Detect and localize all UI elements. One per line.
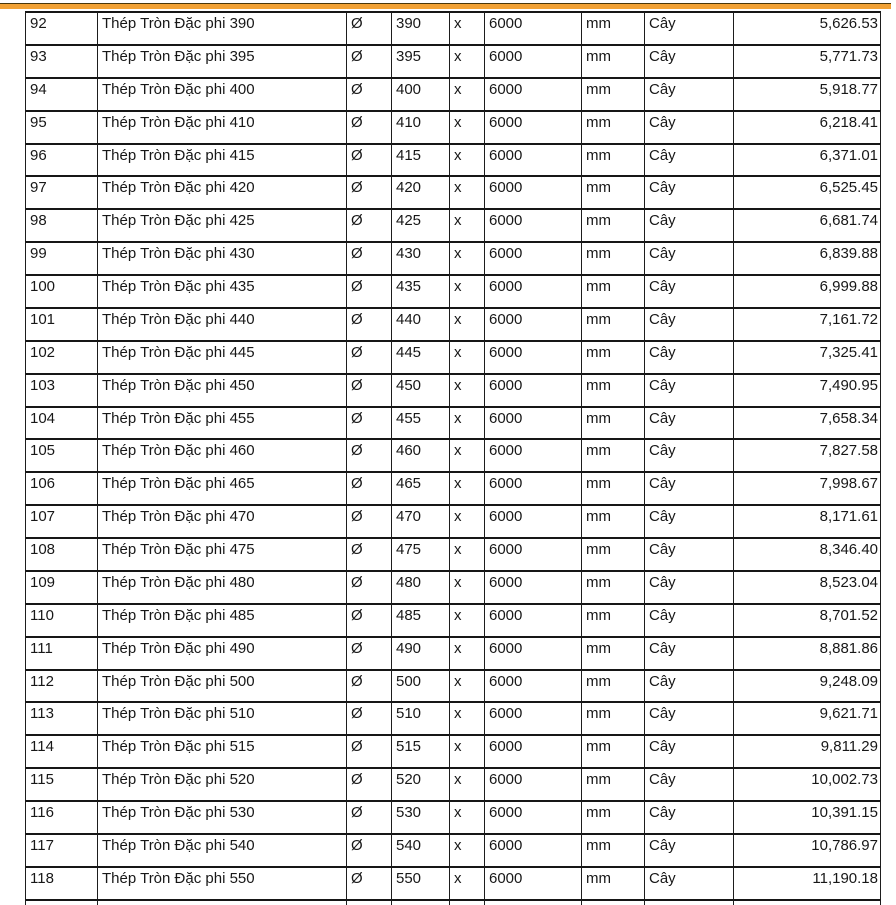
cell-multiplier: x bbox=[449, 701, 484, 734]
cell-diameter-value: 440 bbox=[391, 307, 449, 340]
cell-weight-value: 6,525.45 bbox=[733, 175, 881, 208]
cell-row-number: 98 bbox=[25, 208, 97, 241]
cell-diameter-value: 395 bbox=[391, 44, 449, 77]
cell-multiplier: x bbox=[449, 175, 484, 208]
cell-weight-value: 10,786.97 bbox=[733, 833, 881, 866]
cell-diameter-symbol: Ø bbox=[346, 701, 391, 734]
cell-diameter-symbol: Ø bbox=[346, 373, 391, 406]
cell-weight-value: 8,171.61 bbox=[733, 504, 881, 537]
cell-sale-unit: Cây bbox=[644, 471, 733, 504]
cell-product-name: Thép Tròn Đặc phi 450 bbox=[97, 373, 346, 406]
cell-length-unit: mm bbox=[581, 175, 644, 208]
cell-diameter-value: 390 bbox=[391, 11, 449, 44]
cell-diameter-value: 420 bbox=[391, 175, 449, 208]
cell-weight-value: 7,325.41 bbox=[733, 340, 881, 373]
cell-diameter-symbol: Ø bbox=[346, 143, 391, 176]
cell-row-number: 95 bbox=[25, 110, 97, 143]
cell-row-number: 101 bbox=[25, 307, 97, 340]
cell-row-number: 94 bbox=[25, 77, 97, 110]
cell-length: 6000 bbox=[484, 471, 581, 504]
table-row-partial bbox=[25, 899, 881, 905]
cell-multiplier: x bbox=[449, 833, 484, 866]
cell-weight-value: 6,839.88 bbox=[733, 241, 881, 274]
cell-diameter-symbol: Ø bbox=[346, 241, 391, 274]
cell-length: 6000 bbox=[484, 504, 581, 537]
cell-sale-unit: Cây bbox=[644, 340, 733, 373]
cell-multiplier: x bbox=[449, 471, 484, 504]
cell-length-unit: mm bbox=[581, 669, 644, 702]
cell-diameter-symbol: Ø bbox=[346, 175, 391, 208]
section-divider-bar bbox=[0, 3, 891, 9]
cell-length-unit: mm bbox=[581, 701, 644, 734]
cell-multiplier: x bbox=[449, 143, 484, 176]
cell-multiplier: x bbox=[449, 208, 484, 241]
table-row bbox=[25, 373, 881, 406]
cell-weight-value bbox=[733, 899, 881, 905]
cell-product-name: Thép Tròn Đặc phi 465 bbox=[97, 471, 346, 504]
cell-length-unit: mm bbox=[581, 241, 644, 274]
table-row bbox=[25, 603, 881, 636]
cell-product-name: Thép Tròn Đặc phi 415 bbox=[97, 143, 346, 176]
cell-row-number: 92 bbox=[25, 11, 97, 44]
cell-sale-unit: Cây bbox=[644, 603, 733, 636]
cell-product-name: Thép Tròn Đặc phi 485 bbox=[97, 603, 346, 636]
cell-row-number: 102 bbox=[25, 340, 97, 373]
cell-weight-value: 11,190.18 bbox=[733, 866, 881, 899]
cell-diameter-symbol: Ø bbox=[346, 44, 391, 77]
cell-product-name: Thép Tròn Đặc phi 520 bbox=[97, 767, 346, 800]
cell-weight-value: 7,998.67 bbox=[733, 471, 881, 504]
cell-row-number: 109 bbox=[25, 570, 97, 603]
cell-weight-value: 6,218.41 bbox=[733, 110, 881, 143]
cell-sale-unit: Cây bbox=[644, 438, 733, 471]
cell-diameter-value: 445 bbox=[391, 340, 449, 373]
table-row bbox=[25, 11, 881, 44]
cell-product-name: Thép Tròn Đặc phi 425 bbox=[97, 208, 346, 241]
cell-product-name: Thép Tròn Đặc phi 475 bbox=[97, 537, 346, 570]
cell-row-number: 110 bbox=[25, 603, 97, 636]
cell-product-name: Thép Tròn Đặc phi 400 bbox=[97, 77, 346, 110]
table-row bbox=[25, 734, 881, 767]
cell-product-name: Thép Tròn Đặc phi 540 bbox=[97, 833, 346, 866]
table-row bbox=[25, 669, 881, 702]
cell-product-name: Thép Tròn Đặc phi 455 bbox=[97, 406, 346, 439]
cell-length: 6000 bbox=[484, 274, 581, 307]
cell-diameter-symbol: Ø bbox=[346, 274, 391, 307]
table-row bbox=[25, 241, 881, 274]
cell-diameter-symbol: Ø bbox=[346, 110, 391, 143]
cell-weight-value: 5,918.77 bbox=[733, 77, 881, 110]
cell-diameter-symbol: Ø bbox=[346, 438, 391, 471]
cell-length: 6000 bbox=[484, 175, 581, 208]
cell-weight-value: 7,658.34 bbox=[733, 406, 881, 439]
cell-sale-unit: Cây bbox=[644, 800, 733, 833]
cell-sale-unit: Cây bbox=[644, 11, 733, 44]
table-row bbox=[25, 143, 881, 176]
cell-length: 6000 bbox=[484, 669, 581, 702]
cell-diameter-symbol: Ø bbox=[346, 307, 391, 340]
cell-sale-unit: Cây bbox=[644, 175, 733, 208]
cell-diameter-value: 410 bbox=[391, 110, 449, 143]
cell-length: 6000 bbox=[484, 340, 581, 373]
cell-diameter-symbol: Ø bbox=[346, 669, 391, 702]
cell-diameter-value: 550 bbox=[391, 866, 449, 899]
table-row bbox=[25, 274, 881, 307]
cell-sale-unit: Cây bbox=[644, 570, 733, 603]
cell-diameter-symbol: Ø bbox=[346, 537, 391, 570]
cell-weight-value: 6,999.88 bbox=[733, 274, 881, 307]
table-row bbox=[25, 800, 881, 833]
cell-multiplier: x bbox=[449, 44, 484, 77]
cell-diameter-value: 415 bbox=[391, 143, 449, 176]
table-row bbox=[25, 471, 881, 504]
cell-diameter-symbol: Ø bbox=[346, 570, 391, 603]
cell-row-number: 106 bbox=[25, 471, 97, 504]
table-row bbox=[25, 44, 881, 77]
table-row bbox=[25, 340, 881, 373]
cell-length: 6000 bbox=[484, 537, 581, 570]
cell-length: 6000 bbox=[484, 636, 581, 669]
cell-length-unit: mm bbox=[581, 77, 644, 110]
cell-row-number: 97 bbox=[25, 175, 97, 208]
cell-row-number: 93 bbox=[25, 44, 97, 77]
cell-length-unit: mm bbox=[581, 767, 644, 800]
cell-sale-unit: Cây bbox=[644, 274, 733, 307]
cell-row-number: 117 bbox=[25, 833, 97, 866]
cell-product-name: Thép Tròn Đặc phi 395 bbox=[97, 44, 346, 77]
cell-length: 6000 bbox=[484, 208, 581, 241]
cell-length-unit: mm bbox=[581, 438, 644, 471]
cell-sale-unit bbox=[644, 899, 733, 905]
table-row bbox=[25, 110, 881, 143]
cell-multiplier: x bbox=[449, 274, 484, 307]
steel-price-table bbox=[25, 11, 881, 905]
cell-row-number: 113 bbox=[25, 701, 97, 734]
cell-row-number: 111 bbox=[25, 636, 97, 669]
table-row bbox=[25, 636, 881, 669]
cell-length-unit: mm bbox=[581, 866, 644, 899]
cell-length-unit: mm bbox=[581, 340, 644, 373]
cell-sale-unit: Cây bbox=[644, 77, 733, 110]
cell-length-unit: mm bbox=[581, 471, 644, 504]
cell-row-number: 105 bbox=[25, 438, 97, 471]
cell-diameter-symbol: Ø bbox=[346, 734, 391, 767]
cell-sale-unit: Cây bbox=[644, 307, 733, 340]
table-row bbox=[25, 208, 881, 241]
cell-weight-value: 9,811.29 bbox=[733, 734, 881, 767]
cell-multiplier: x bbox=[449, 373, 484, 406]
cell-length: 6000 bbox=[484, 866, 581, 899]
cell-diameter-value: 540 bbox=[391, 833, 449, 866]
table-row bbox=[25, 570, 881, 603]
cell-row-number: 115 bbox=[25, 767, 97, 800]
cell-length-unit: mm bbox=[581, 734, 644, 767]
cell-diameter-symbol: Ø bbox=[346, 406, 391, 439]
cell-product-name: Thép Tròn Đặc phi 435 bbox=[97, 274, 346, 307]
table-row bbox=[25, 866, 881, 899]
table-row bbox=[25, 77, 881, 110]
cell-length: 6000 bbox=[484, 701, 581, 734]
cell-diameter-value: 475 bbox=[391, 537, 449, 570]
cell-product-name: Thép Tròn Đặc phi 470 bbox=[97, 504, 346, 537]
cell-product-name: Thép Tròn Đặc phi 420 bbox=[97, 175, 346, 208]
cell-product-name: Thép Tròn Đặc phi 430 bbox=[97, 241, 346, 274]
cell-diameter-value: 435 bbox=[391, 274, 449, 307]
table-row bbox=[25, 537, 881, 570]
cell-weight-value: 9,621.71 bbox=[733, 701, 881, 734]
cell-length-unit: mm bbox=[581, 11, 644, 44]
cell-diameter-symbol: Ø bbox=[346, 471, 391, 504]
cell-diameter-value: 485 bbox=[391, 603, 449, 636]
cell-sale-unit: Cây bbox=[644, 110, 733, 143]
cell-length-unit bbox=[581, 899, 644, 905]
table-row bbox=[25, 406, 881, 439]
cell-sale-unit: Cây bbox=[644, 241, 733, 274]
cell-row-number: 107 bbox=[25, 504, 97, 537]
cell-diameter-symbol: Ø bbox=[346, 504, 391, 537]
cell-sale-unit: Cây bbox=[644, 504, 733, 537]
cell-weight-value: 7,827.58 bbox=[733, 438, 881, 471]
cell-weight-value: 8,701.52 bbox=[733, 603, 881, 636]
cell-row-number: 104 bbox=[25, 406, 97, 439]
cell-length-unit: mm bbox=[581, 406, 644, 439]
cell-sale-unit: Cây bbox=[644, 406, 733, 439]
cell-length-unit: mm bbox=[581, 307, 644, 340]
cell-multiplier: x bbox=[449, 636, 484, 669]
cell-length-unit: mm bbox=[581, 800, 644, 833]
cell-length-unit: mm bbox=[581, 636, 644, 669]
cell-product-name: Thép Tròn Đặc phi 480 bbox=[97, 570, 346, 603]
cell-weight-value: 8,881.86 bbox=[733, 636, 881, 669]
cell-sale-unit: Cây bbox=[644, 701, 733, 734]
cell-multiplier: x bbox=[449, 11, 484, 44]
cell-diameter-value: 465 bbox=[391, 471, 449, 504]
table-row bbox=[25, 701, 881, 734]
cell-diameter-value: 450 bbox=[391, 373, 449, 406]
cell-sale-unit: Cây bbox=[644, 833, 733, 866]
cell-length-unit: mm bbox=[581, 373, 644, 406]
cell-diameter-value bbox=[391, 899, 449, 905]
table-row bbox=[25, 767, 881, 800]
cell-length bbox=[484, 899, 581, 905]
cell-product-name: Thép Tròn Đặc phi 440 bbox=[97, 307, 346, 340]
cell-diameter-value: 515 bbox=[391, 734, 449, 767]
cell-diameter-symbol bbox=[346, 899, 391, 905]
cell-length: 6000 bbox=[484, 603, 581, 636]
cell-sale-unit: Cây bbox=[644, 636, 733, 669]
cell-length-unit: mm bbox=[581, 537, 644, 570]
cell-product-name: Thép Tròn Đặc phi 445 bbox=[97, 340, 346, 373]
cell-multiplier: x bbox=[449, 241, 484, 274]
cell-length-unit: mm bbox=[581, 44, 644, 77]
table-row bbox=[25, 175, 881, 208]
cell-length: 6000 bbox=[484, 44, 581, 77]
cell-length-unit: mm bbox=[581, 833, 644, 866]
cell-multiplier: x bbox=[449, 537, 484, 570]
cell-diameter-value: 530 bbox=[391, 800, 449, 833]
cell-weight-value: 5,626.53 bbox=[733, 11, 881, 44]
cell-multiplier: x bbox=[449, 734, 484, 767]
cell-diameter-symbol: Ø bbox=[346, 603, 391, 636]
cell-length: 6000 bbox=[484, 307, 581, 340]
cell-weight-value: 10,002.73 bbox=[733, 767, 881, 800]
cell-weight-value: 6,681.74 bbox=[733, 208, 881, 241]
cell-diameter-symbol: Ø bbox=[346, 800, 391, 833]
cell-row-number: 112 bbox=[25, 669, 97, 702]
cell-multiplier: x bbox=[449, 340, 484, 373]
table-row bbox=[25, 833, 881, 866]
table-row bbox=[25, 504, 881, 537]
cell-length-unit: mm bbox=[581, 603, 644, 636]
cell-length-unit: mm bbox=[581, 274, 644, 307]
cell-sale-unit: Cây bbox=[644, 669, 733, 702]
cell-multiplier: x bbox=[449, 77, 484, 110]
cell-product-name: Thép Tròn Đặc phi 510 bbox=[97, 701, 346, 734]
cell-diameter-value: 510 bbox=[391, 701, 449, 734]
cell-weight-value: 6,371.01 bbox=[733, 143, 881, 176]
cell-sale-unit: Cây bbox=[644, 208, 733, 241]
cell-diameter-value: 400 bbox=[391, 77, 449, 110]
cell-multiplier: x bbox=[449, 800, 484, 833]
cell-length: 6000 bbox=[484, 143, 581, 176]
cell-length: 6000 bbox=[484, 767, 581, 800]
cell-row-number: 96 bbox=[25, 143, 97, 176]
cell-row-number: 108 bbox=[25, 537, 97, 570]
table-row bbox=[25, 307, 881, 340]
cell-sale-unit: Cây bbox=[644, 537, 733, 570]
cell-weight-value: 8,523.04 bbox=[733, 570, 881, 603]
cell-length-unit: mm bbox=[581, 110, 644, 143]
cell-row-number: 116 bbox=[25, 800, 97, 833]
cell-row-number bbox=[25, 899, 97, 905]
cell-weight-value: 7,161.72 bbox=[733, 307, 881, 340]
table-viewport bbox=[25, 11, 883, 905]
cell-sale-unit: Cây bbox=[644, 734, 733, 767]
cell-multiplier: x bbox=[449, 438, 484, 471]
cell-row-number: 103 bbox=[25, 373, 97, 406]
cell-diameter-symbol: Ø bbox=[346, 636, 391, 669]
cell-multiplier: x bbox=[449, 669, 484, 702]
cell-diameter-value: 455 bbox=[391, 406, 449, 439]
cell-sale-unit: Cây bbox=[644, 767, 733, 800]
cell-product-name: Thép Tròn Đặc phi 410 bbox=[97, 110, 346, 143]
cell-sale-unit: Cây bbox=[644, 143, 733, 176]
cell-row-number: 100 bbox=[25, 274, 97, 307]
cell-diameter-value: 480 bbox=[391, 570, 449, 603]
cell-diameter-value: 430 bbox=[391, 241, 449, 274]
cell-sale-unit: Cây bbox=[644, 866, 733, 899]
cell-diameter-symbol: Ø bbox=[346, 77, 391, 110]
cell-multiplier: x bbox=[449, 570, 484, 603]
cell-row-number: 118 bbox=[25, 866, 97, 899]
cell-length: 6000 bbox=[484, 241, 581, 274]
cell-length: 6000 bbox=[484, 833, 581, 866]
cell-diameter-value: 470 bbox=[391, 504, 449, 537]
cell-product-name: Thép Tròn Đặc phi 550 bbox=[97, 866, 346, 899]
cell-diameter-symbol: Ø bbox=[346, 11, 391, 44]
cell-length: 6000 bbox=[484, 406, 581, 439]
cell-row-number: 114 bbox=[25, 734, 97, 767]
cell-diameter-value: 460 bbox=[391, 438, 449, 471]
cell-multiplier: x bbox=[449, 866, 484, 899]
cell-length-unit: mm bbox=[581, 143, 644, 176]
cell-length-unit: mm bbox=[581, 570, 644, 603]
cell-multiplier: x bbox=[449, 406, 484, 439]
cell-length-unit: mm bbox=[581, 208, 644, 241]
cell-length-unit: mm bbox=[581, 504, 644, 537]
cell-product-name bbox=[97, 899, 346, 905]
cell-multiplier: x bbox=[449, 767, 484, 800]
cell-multiplier bbox=[449, 899, 484, 905]
cell-diameter-symbol: Ø bbox=[346, 340, 391, 373]
cell-diameter-value: 425 bbox=[391, 208, 449, 241]
cell-weight-value: 9,248.09 bbox=[733, 669, 881, 702]
table-row bbox=[25, 438, 881, 471]
cell-multiplier: x bbox=[449, 307, 484, 340]
cell-diameter-value: 490 bbox=[391, 636, 449, 669]
cell-length: 6000 bbox=[484, 734, 581, 767]
cell-weight-value: 5,771.73 bbox=[733, 44, 881, 77]
cell-row-number: 99 bbox=[25, 241, 97, 274]
cell-product-name: Thép Tròn Đặc phi 515 bbox=[97, 734, 346, 767]
cell-length: 6000 bbox=[484, 77, 581, 110]
cell-diameter-symbol: Ø bbox=[346, 833, 391, 866]
cell-diameter-value: 500 bbox=[391, 669, 449, 702]
cell-sale-unit: Cây bbox=[644, 44, 733, 77]
cell-diameter-value: 520 bbox=[391, 767, 449, 800]
cell-weight-value: 7,490.95 bbox=[733, 373, 881, 406]
cell-length: 6000 bbox=[484, 373, 581, 406]
cell-multiplier: x bbox=[449, 110, 484, 143]
cell-diameter-symbol: Ø bbox=[346, 767, 391, 800]
cell-product-name: Thép Tròn Đặc phi 460 bbox=[97, 438, 346, 471]
cell-multiplier: x bbox=[449, 603, 484, 636]
cell-length: 6000 bbox=[484, 800, 581, 833]
cell-length: 6000 bbox=[484, 110, 581, 143]
cell-sale-unit: Cây bbox=[644, 373, 733, 406]
cell-length: 6000 bbox=[484, 11, 581, 44]
cell-length: 6000 bbox=[484, 570, 581, 603]
cell-length: 6000 bbox=[484, 438, 581, 471]
cell-product-name: Thép Tròn Đặc phi 500 bbox=[97, 669, 346, 702]
cell-weight-value: 10,391.15 bbox=[733, 800, 881, 833]
cell-product-name: Thép Tròn Đặc phi 390 bbox=[97, 11, 346, 44]
cell-diameter-symbol: Ø bbox=[346, 866, 391, 899]
cell-multiplier: x bbox=[449, 504, 484, 537]
cell-product-name: Thép Tròn Đặc phi 490 bbox=[97, 636, 346, 669]
cell-product-name: Thép Tròn Đặc phi 530 bbox=[97, 800, 346, 833]
cell-diameter-symbol: Ø bbox=[346, 208, 391, 241]
cell-weight-value: 8,346.40 bbox=[733, 537, 881, 570]
